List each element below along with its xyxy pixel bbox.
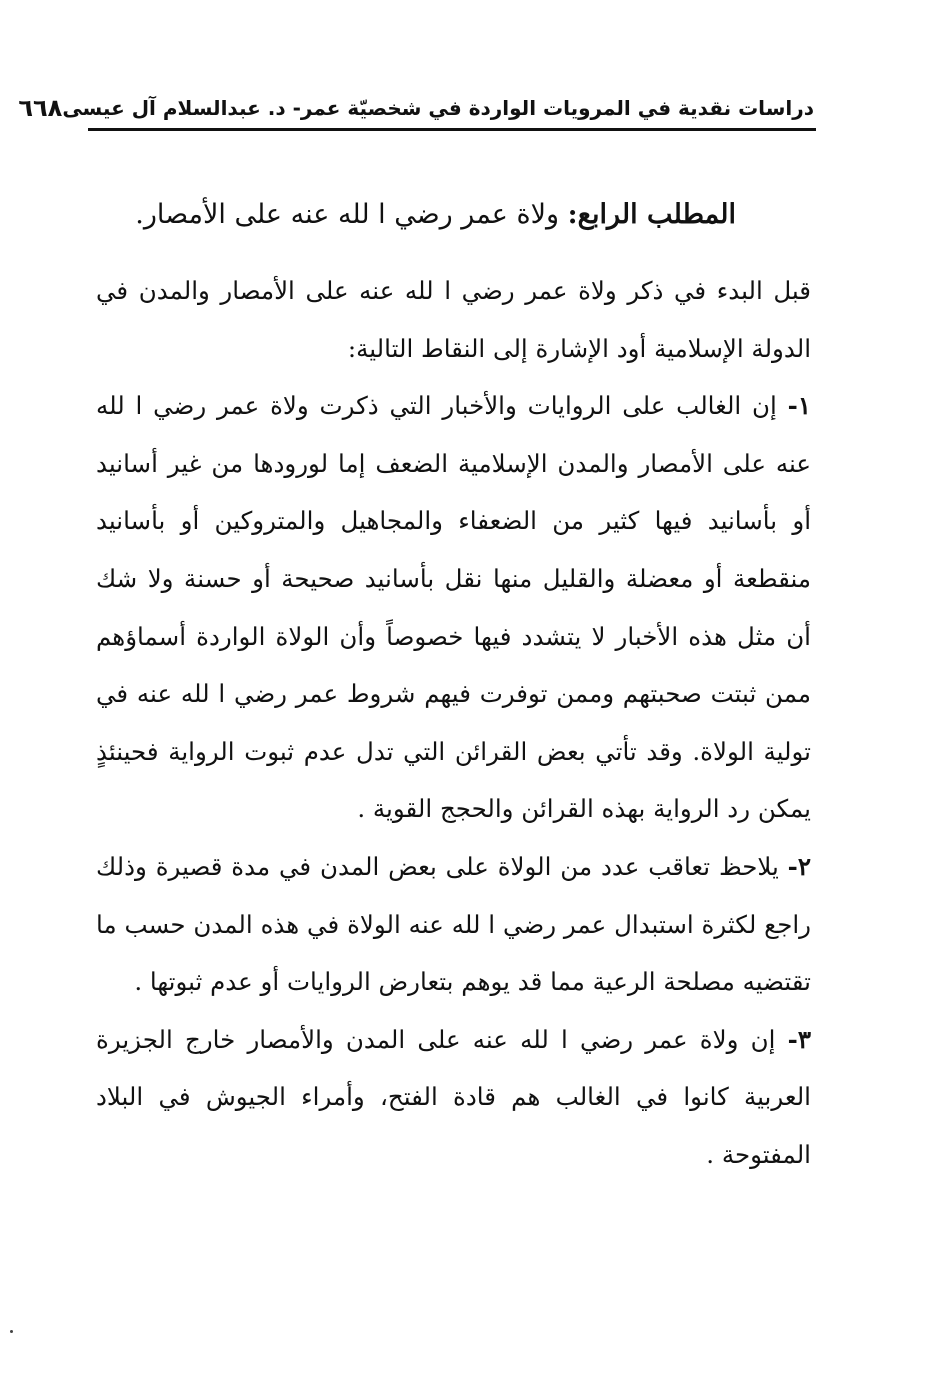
point-2-text: يلاحظ تعاقب عدد من الولاة على بعض المدن في مدة قصيرة وذلك راجع لكثرة استبدال عمر رضي ا لله عنه الولاة في هذه المدن حسب ما تقتضيه مصلحة الرعية مما قد يوهم بتعارض الروايات أو عدم ثبوتها . [96,851,811,997]
header-title: دراسات نقدية في المرويات الواردة في شخصيّة عمر- د. عبدالسلام آل عيسى [62,96,814,120]
point-2 [96,838,811,1011]
point-3-text: إن ولاة عمر رضي ا لله عنه على المدن والأمصار خارج الجزيرة العربية كانوا في الغالب هم قادة الفتح، وأمراء الجيوش في البلاد المفتوحة . [96,1024,811,1169]
point-1-number: ١- [787,391,811,421]
intro-paragraph: قبل البدء في ذكر ولاة عمر رضي ا لله عنه على الأمصار والمدن في الدولة الإسلامية أود الإشارة إلى النقاط التالية: [96,276,811,363]
point-2-number: ٢- [787,851,811,881]
section-heading [135,190,736,240]
section-heading-text: ولاة عمر رضي ا لله عنه على الأمصار. [135,199,568,230]
point-3 [96,1011,811,1184]
point-1 [96,377,811,838]
point-3-number: ٣- [787,1024,811,1054]
section-heading-label: المطلب الرابع: [567,199,736,230]
body-text [96,262,811,1184]
header-rule [88,128,816,131]
running-header [18,88,814,128]
point-1-text: إن الغالب على الروايات والأخبار التي ذكرت ولاة عمر رضي ا لله عنه على الأمصار والمدن الإسلامية الضعف إما لورودها من غير أسانيد أو بأسانيد فيها كثير من الضعفاء والمجاهيل والمتروكين أو بأسانيد منقطعة أو معضلة والقليل منها نقل بأسانيد صحيحة أو حسنة ولا شك أن مثل هذه الأخبار لا يتشدد فيها خصوصاً وأن الولاة الواردة أسماؤهم ممن ثبتت صحبتهم وممن توفرت فيهم شروط عمر رضي ا لله عنه في تولية الولاة. وقد تأتي بعض القرائن التي تدل عدم ثبوت الرواية فحينئذٍ يمكن رد الرواية بهذه القرائن والحجج القوية . [96,391,811,824]
scan-speck [10,1330,13,1333]
page-number: ٦٦٨ [18,94,63,122]
